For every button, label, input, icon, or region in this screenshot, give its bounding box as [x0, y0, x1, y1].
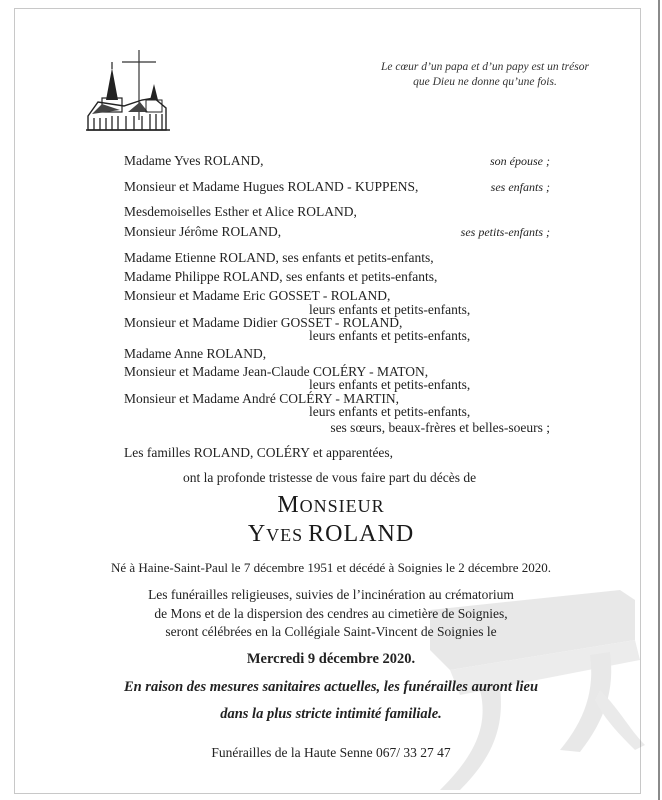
- surname: ROLAND: [308, 521, 415, 547]
- church-icon: [82, 46, 174, 132]
- family-descendants: leurs enfants et petits-enfants,: [309, 377, 471, 392]
- family-name: Madame Etienne ROLAND, ses enfants et petits-enfants,: [124, 250, 434, 265]
- title-initial: M: [277, 492, 300, 518]
- funeral-home: Funérailles de la Haute Senne 067/ 33 27 47: [211, 745, 451, 760]
- epigraph: [340, 60, 630, 90]
- ceremony-line: seront célébrées en la Collégiale Saint-Vincent de Soignies le: [165, 624, 497, 639]
- ceremony-line: Les funérailles religieuses, suivies de l’incinération au crématorium: [148, 587, 514, 602]
- family-name: Monsieur et Madame André COLÉRY - MARTIN,: [124, 391, 400, 406]
- family-name: Monsieur Jérôme ROLAND,: [124, 224, 282, 239]
- first-rest: VES: [266, 525, 304, 545]
- title-rest: ONSIEUR: [299, 496, 385, 516]
- family-name: Monsieur et Madame Hugues ROLAND - KUPPENS,: [124, 179, 419, 194]
- family-name: Mesdemoiselles Esther et Alice ROLAND,: [124, 204, 357, 219]
- deceased-title: [0, 492, 662, 519]
- birth-death: Né à Haine-Saint-Paul le 7 décembre 1951 et décédé à Soignies le 2 décembre 2020.: [110, 560, 552, 575]
- first-initial: Y: [247, 521, 267, 547]
- family-descendants: leurs enfants et petits-enfants,: [309, 302, 471, 317]
- family-descendants: leurs enfants et petits-enfants,: [309, 404, 471, 419]
- notice-line: dans la plus stricte intimité familiale.: [220, 706, 442, 722]
- family-name: Madame Yves ROLAND,: [124, 153, 264, 168]
- notice-line: En raison des mesures sanitaires actuelles, les funérailles auront lieu: [123, 679, 539, 695]
- epigraph-line: Le cœur d’un papa et d’un papy est un trésor: [381, 61, 589, 73]
- ceremony-date: Mercredi 9 décembre 2020.: [246, 651, 416, 667]
- deceased-name: [0, 521, 662, 548]
- families-line: Les familles ROLAND, COLÉRY et apparentées,: [124, 445, 394, 460]
- announcement: ont la profonde tristesse de vous faire part du décès de: [183, 470, 477, 485]
- family-descendants: leurs enfants et petits-enfants,: [309, 328, 471, 343]
- family-name: Monsieur et Madame Eric GOSSET - ROLAND,: [124, 288, 391, 303]
- family-relation: ses petits-enfants ;: [460, 225, 550, 239]
- family-name: Monsieur et Madame Jean-Claude COLÉRY - MATON,: [124, 364, 429, 379]
- family-relation: son épouse ;: [490, 154, 550, 168]
- family-name: Madame Anne ROLAND,: [124, 346, 267, 361]
- family-name: Madame Philippe ROLAND, ses enfants et petits-enfants,: [124, 269, 438, 284]
- ceremony-line: de Mons et de la dispersion des cendres au cimetière de Soignies,: [154, 606, 508, 621]
- family-relation: ses enfants ;: [490, 180, 550, 194]
- family-name: Monsieur et Madame Didier GOSSET - ROLAND,: [124, 315, 403, 330]
- siblings-line: ses sœurs, beaux-frères et belles-soeurs ;: [330, 420, 550, 435]
- epigraph-line: que Dieu ne donne qu’une fois.: [413, 76, 557, 88]
